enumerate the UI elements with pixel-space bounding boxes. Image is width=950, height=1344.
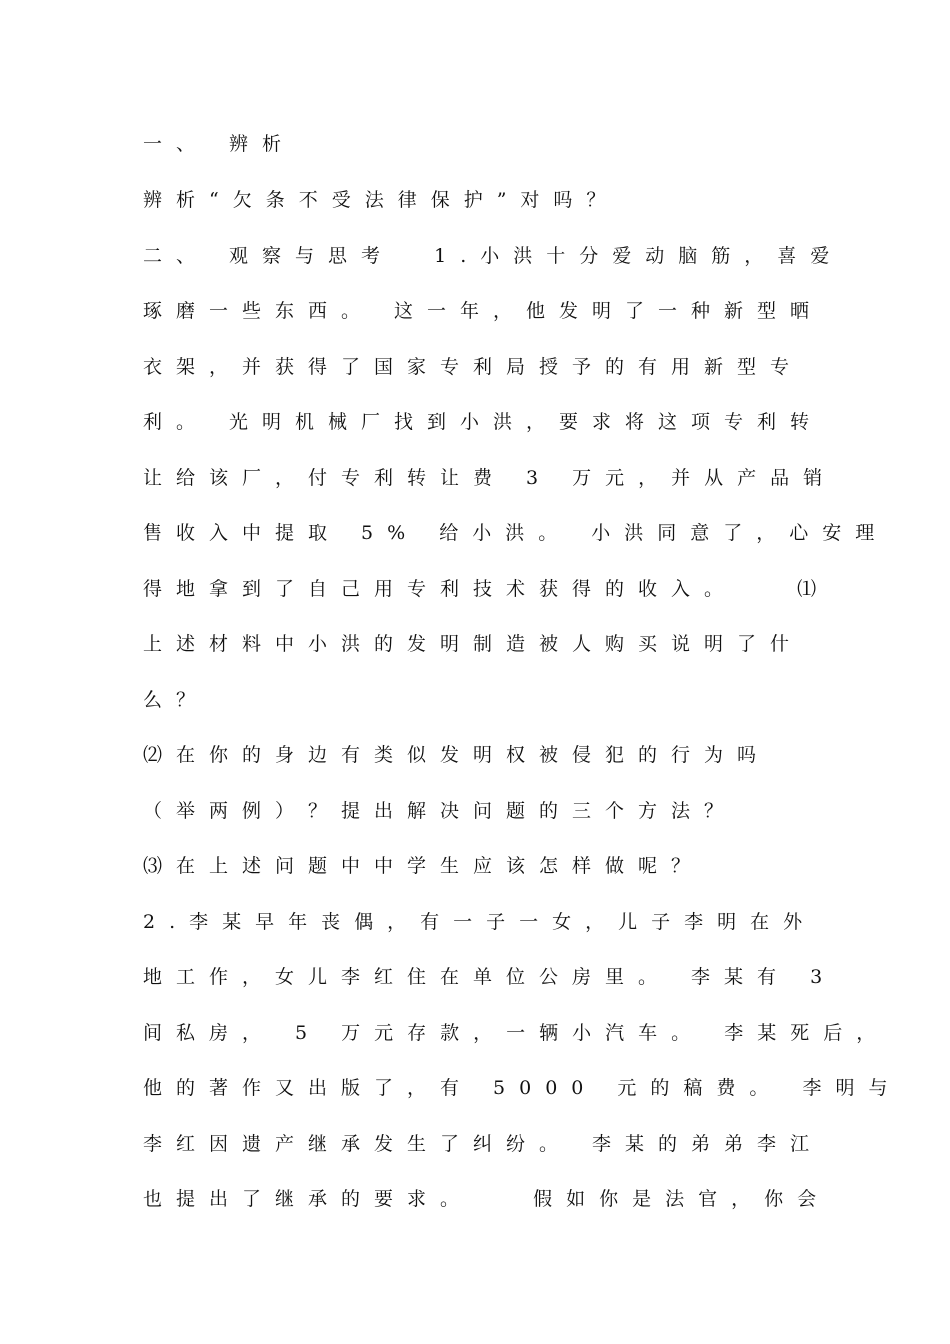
text-line: 么？ (143, 689, 210, 711)
text-line: 也提出了继承的要求。 假如你是法官，你会 (143, 1188, 831, 1210)
question-line: 辨析“欠条不受法律保护”对吗？ (143, 189, 620, 211)
text-line: 琢磨一些东西。 这一年，他发明了一种新型晒 (143, 300, 824, 322)
section-heading-2: 二、 观察与思考 1.小洪十分爱动脑筋，喜爱 (143, 245, 844, 267)
text-line: 上述材料中小洪的发明制造被人购买说明了什 (143, 633, 804, 655)
text-line: ⑵在你的身边有类似发明权被侵犯的行为吗 (143, 744, 771, 766)
text-line: 售收入中提取 5% 给小洪。 小洪同意了，心安理 (143, 522, 889, 544)
text-line: 他的著作又出版了，有 5000 元的稿费。 李明与 (143, 1077, 902, 1099)
text-line: 让给该厂，付专利转让费 3 万元，并从产品销 (143, 467, 837, 489)
text-line: 间私房， 5 万元存款，一辆小汽车。 李某死后， (143, 1022, 890, 1044)
text-line: 地工作，女儿李红住在单位公房里。 李某有 3 (143, 966, 837, 988)
section-heading-1: 一、 辨析 (143, 133, 296, 155)
text-line: 利。 光明机械厂找到小洪，要求将这项专利转 (143, 411, 824, 433)
text-line: 衣架，并获得了国家专利局授予的有用新型专 (143, 356, 804, 378)
text-line: ⑶在上述问题中中学生应该怎样做呢？ (143, 855, 705, 877)
text-line: 2.李某早年丧偶，有一子一女，儿子李明在外 (143, 911, 817, 933)
text-line: 得地拿到了自己用专利技术获得的收入。 ⑴ (143, 578, 831, 600)
text-line: 李红因遗产继承发生了纠纷。 李某的弟弟李江 (143, 1133, 824, 1155)
text-line: （举两例）？提出解决问题的三个方法？ (143, 800, 738, 822)
